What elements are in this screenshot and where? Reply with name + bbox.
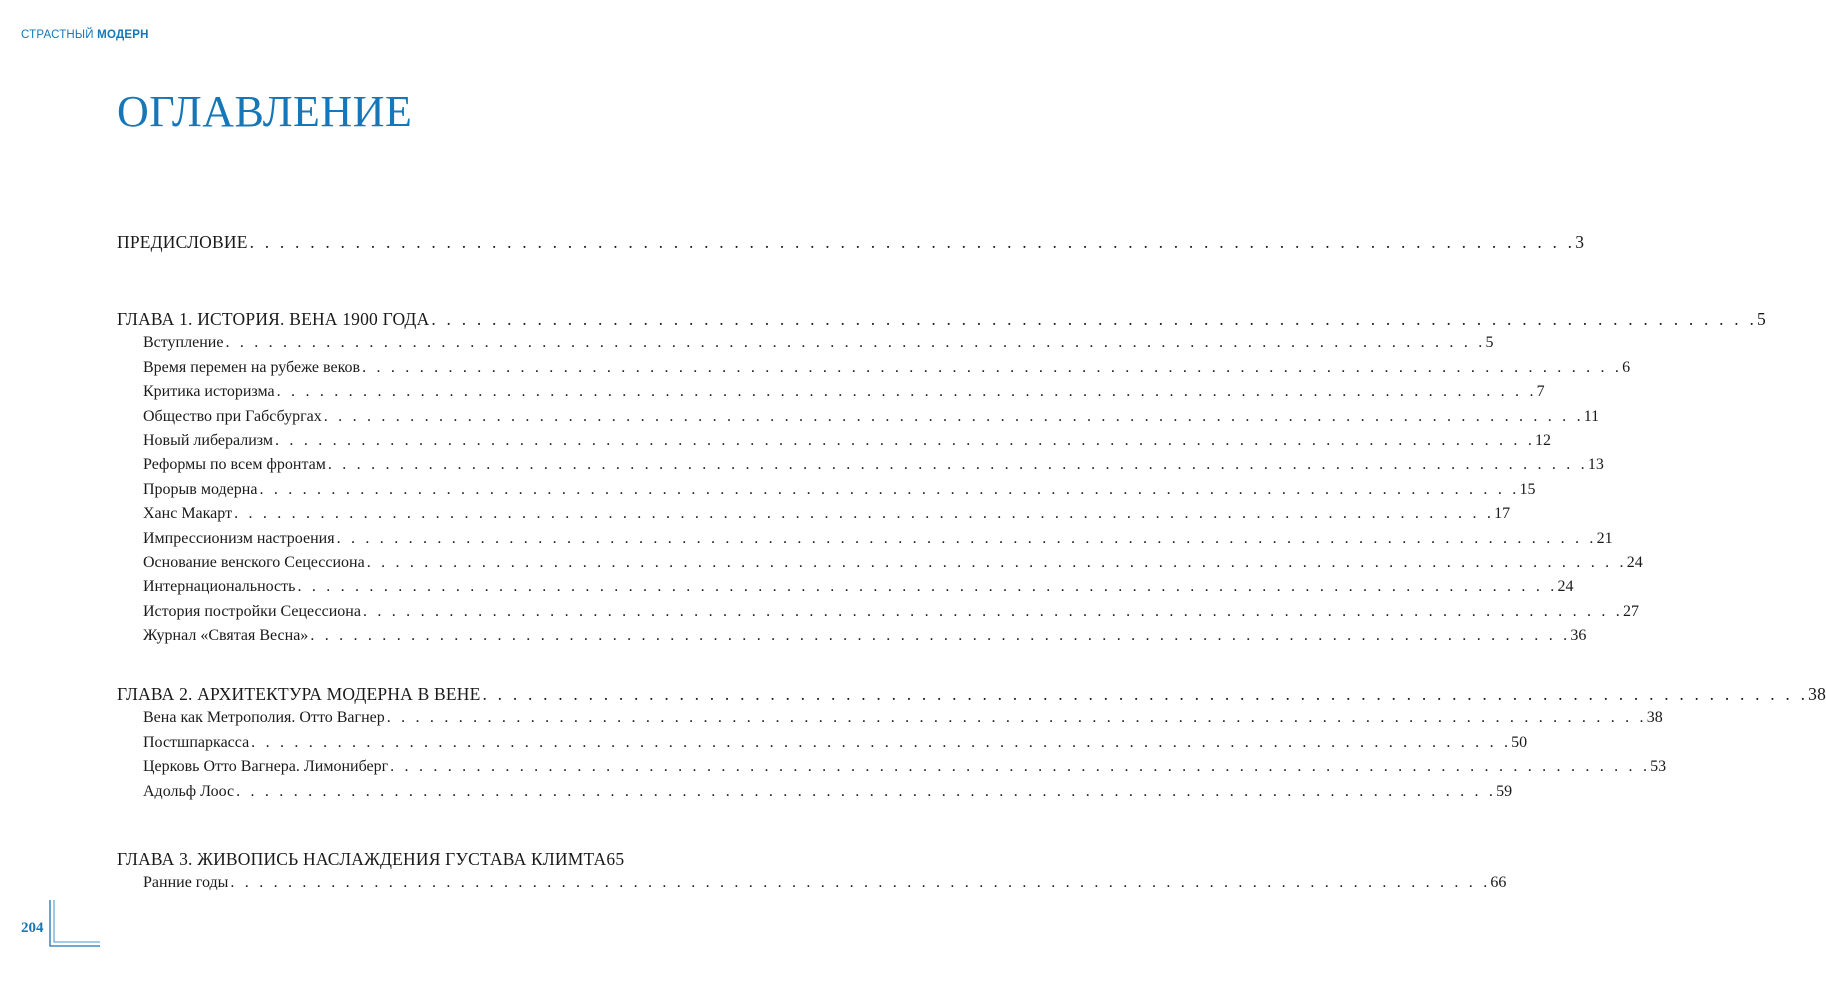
dot-leader: . . . . . . . . . . . . . . . . . . . . . . . . . . . . . . . . . . . . . . . . . . . . . . . . . . . . . . . . . . . . . . . . . . . . . . . . . . . . . . . . . . . . . . . . bbox=[366, 553, 1627, 571]
dot-leader: . . . . . . . . . . . . . . . . . . . . . . . . . . . . . . . . . . . . . . . . . . . . . . . . . . . . . . . . . . . . . . . . . . . . . . . . . . . . . . . . . . . . . . . . bbox=[236, 782, 1497, 800]
toc-entry-label: Критика историзма bbox=[143, 383, 275, 401]
toc-entry-label: Журнал «Святая Весна» bbox=[143, 627, 309, 645]
dot-leader: . . . . . . . . . . . . . . . . . . . . . . . . . . . . . . . . . . . . . . . . . . . . . . . . . . . . . . . . . . . . . . . . . . . . . . . . . . . . . . . . . . . . . . . . bbox=[386, 709, 1647, 727]
toc-entry[interactable] bbox=[117, 502, 1511, 526]
toc-entry-page: 38 bbox=[1646, 709, 1663, 727]
toc-entry-page: 36 bbox=[1570, 627, 1587, 645]
toc-entry[interactable] bbox=[117, 331, 1494, 355]
dot-leader: . . . . . . . . . . . . . . . . . . . . . . . . . . . . . . . . . . . . . . . . . . . . . . . . . . . . . . . . . . . . . . . . . . . . . . . . . . . . . . . . . . . . . . . . bbox=[230, 874, 1491, 892]
dot-leader: . . . . . . . . . . . . . . . . . . . . . . . . . . . . . . . . . . . . . . . . . . . . . . . . . . . . . . . . . . . . . . . . . . . . . . . . . . . . . . . . . . . . . . . . bbox=[234, 505, 1495, 523]
toc-entry-page: 66 bbox=[1490, 874, 1507, 892]
toc-entry[interactable] bbox=[117, 405, 1600, 429]
folio-rule-inner bbox=[54, 900, 100, 942]
toc-entry-label: Ранние годы bbox=[143, 874, 229, 892]
toc-entry-label: Ханс Макарт bbox=[143, 505, 233, 523]
toc-entry[interactable] bbox=[117, 453, 1604, 477]
toc-entry-page: 17 bbox=[1494, 505, 1511, 523]
toc-entry-label: ГЛАВА 2. АРХИТЕКТУРА МОДЕРНА В ВЕНЕ bbox=[117, 684, 481, 704]
toc-entry-label: Адольф Лоос bbox=[143, 782, 235, 800]
toc-entry-page: 24 bbox=[1626, 553, 1643, 571]
toc-entry-label: Прорыв модерна bbox=[143, 480, 258, 498]
toc-entry[interactable] bbox=[117, 780, 1513, 804]
running-head bbox=[21, 29, 149, 41]
dot-leader: . . . . . . . . . . . . . . . . . . . . . . . . . . . . . . . . . . . . . . . . . . . . . . . . . . . . . . . . . . . . . . . . . . . . . . . . . . . . . . . . . . . . . . . . bbox=[362, 358, 1623, 376]
toc-entry-label: Основание венского Сецессиона bbox=[143, 553, 365, 571]
toc-entry-label: Церковь Отто Вагнера. Лимониберг bbox=[143, 758, 389, 776]
folio-rule-outer bbox=[50, 900, 100, 946]
running-head-title: МОДЕРН bbox=[97, 29, 149, 41]
toc-entry-label: История постройки Сецессиона bbox=[143, 602, 361, 620]
dot-leader: . . . . . . . . . . . . . . . . . . . . . . . . . . . . . . . . . . . . . . . . . . . . . . . . . . . . . . . . . . . . . . . . . . . . . . . . . . . . . . . . . . . . . . . . bbox=[259, 480, 1520, 498]
page-title: ОГЛАВЛЕНИЕ bbox=[117, 87, 413, 136]
toc-entry-page: 21 bbox=[1596, 529, 1613, 547]
toc-entry-page: 65 bbox=[606, 849, 625, 869]
toc-entry-page: 12 bbox=[1535, 431, 1552, 449]
dot-leader: . . . . . . . . . . . . . . . . . . . . . . . . . . . . . . . . . . . . . . . . . . . . . . . . . . . . . . . . . . . . . . . . . . . . . . . . . . . . . . . . . . . . . . . . bbox=[362, 602, 1623, 620]
toc-entry[interactable] bbox=[117, 871, 1507, 895]
toc-entry-page: 13 bbox=[1587, 456, 1604, 474]
toc-entry[interactable] bbox=[117, 429, 1552, 453]
toc-preface-block bbox=[117, 230, 1585, 254]
toc-entry-label: ГЛАВА 1. ИСТОРИЯ. ВЕНА 1900 ГОДА bbox=[117, 309, 430, 329]
dot-leader: . . . . . . . . . . . . . . . . . . . . . . . . . . . . . . . . . . . . . . . . . . . . . . . . . . . . . . . . . . . . . . . . . . . . . . . . . . . . . . . . . . . . . . . . bbox=[327, 456, 1588, 474]
dot-leader: . . . . . . . . . . . . . . . . . . . . . . . . . . . . . . . . . . . . . . . . . . . . . . . . . . . . . . . . . . . . . . . . . . . . . . . . . . . . . . . . . . . . . . . . bbox=[323, 407, 1584, 425]
toc-entry[interactable] bbox=[117, 527, 1613, 551]
page-number: 204 bbox=[21, 920, 44, 936]
toc-entry-page: 7 bbox=[1536, 383, 1545, 401]
toc-entry-label: Постшпаркасса bbox=[143, 733, 250, 751]
toc-chapter-heading[interactable] bbox=[117, 682, 1826, 706]
dot-leader: . . . . . . . . . . . . . . . . . . . . . . . . . . . . . . . . . . . . . . . . . . . . . . . . . . . . . . . . . . . . . . . . . . . . . . . . . . . . . . . . . . . . . . . . bbox=[276, 383, 1537, 401]
toc-entry-preface[interactable] bbox=[117, 230, 1585, 254]
toc-entry-page: 53 bbox=[1650, 758, 1667, 776]
toc-entry[interactable] bbox=[117, 600, 1639, 624]
toc-entry[interactable] bbox=[117, 706, 1663, 730]
toc-entry-label: Вена как Метрополия. Отто Вагнер bbox=[143, 709, 385, 727]
toc-entry-page: 6 bbox=[1622, 358, 1631, 376]
toc-entry-label: Вступление bbox=[143, 334, 224, 352]
toc-entry[interactable] bbox=[117, 356, 1631, 380]
toc-entry[interactable] bbox=[117, 731, 1528, 755]
toc-entry[interactable] bbox=[117, 380, 1545, 404]
toc-chapter-1-block bbox=[117, 307, 1766, 648]
toc-chapter-heading[interactable] bbox=[117, 307, 1766, 331]
toc-entry-page: 11 bbox=[1583, 407, 1600, 425]
toc-entry-label: Общество при Габсбургах bbox=[143, 407, 322, 425]
toc-entry-page: 27 bbox=[1622, 602, 1639, 620]
toc-entry-label: Импрессионизм настроения bbox=[143, 529, 335, 547]
toc-entry-page: 38 bbox=[1808, 684, 1826, 704]
dot-leader: . . . . . . . . . . . . . . . . . . . . . . . . . . . . . . . . . . . . . . . . . . . . . . . . . . . . . . . . . . . . . . . . . . . . . . . . . . . . . . . . . . . . . . . . bbox=[275, 431, 1536, 449]
toc-entry-label: Новый либерализм bbox=[143, 431, 274, 449]
toc-entry-page: 15 bbox=[1519, 480, 1536, 498]
toc-entry-page: 5 bbox=[1485, 334, 1494, 352]
toc-entry[interactable] bbox=[117, 624, 1587, 648]
dot-leader: . . . . . . . . . . . . . . . . . . . . . . . . . . . . . . . . . . . . . . . . . . . . . . . . . . . . . . . . . . . . . . . . . . . . . . . . . . . . . . . . . . . . . . . . bbox=[482, 684, 1809, 704]
dot-leader: . . . . . . . . . . . . . . . . . . . . . . . . . . . . . . . . . . . . . . . . . . . . . . . . . . . . . . . . . . . . . . . . . . . . . . . . . . . . . . . . . . . . . . . . bbox=[249, 232, 1576, 252]
toc-chapter-3-block bbox=[117, 847, 1507, 896]
dot-leader: . . . . . . . . . . . . . . . . . . . . . . . . . . . . . . . . . . . . . . . . . . . . . . . . . . . . . . . . . . . . . . . . . . . . . . . . . . . . . . . . . . . . . . . . bbox=[225, 334, 1486, 352]
running-head-series: СТРАСТНЫЙ bbox=[21, 29, 98, 41]
dot-leader: . . . . . . . . . . . . . . . . . . . . . . . . . . . . . . . . . . . . . . . . . . . . . . . . . . . . . . . . . . . . . . . . . . . . . . . . . . . . . . . . . . . . . . . . bbox=[431, 309, 1758, 329]
toc-entry-label: Интернациональность bbox=[143, 578, 296, 596]
dot-leader: . . . . . . . . . . . . . . . . . . . . . . . . . . . . . . . . . . . . . . . . . . . . . . . . . . . . . . . . . . . . . . . . . . . . . . . . . . . . . . . . . . . . . . . . bbox=[297, 578, 1558, 596]
toc-chapter-2-block bbox=[117, 682, 1826, 804]
toc-chapter-heading[interactable] bbox=[117, 847, 692, 871]
toc-entry-page: 24 bbox=[1557, 578, 1574, 596]
dot-leader: . . . . . . . . . . . . . . . . . . . . . . . . . . . . . . . . . . . . . . . . . . . . . . . . . . . . . . . . . . . . . . . . . . . . . . . . . . . . . . . . . . . . . . . . bbox=[310, 627, 1571, 645]
toc-entry[interactable] bbox=[117, 478, 1536, 502]
toc-entry[interactable] bbox=[117, 575, 1574, 599]
toc-entry[interactable] bbox=[117, 551, 1643, 575]
toc-entry-label: ПРЕДИСЛОВИЕ bbox=[117, 232, 248, 252]
dot-leader: . . . . . . . . . . . . . . . . . . . . . . . . . . . . . . . . . . . . . . . . . . . . . . . . . . . . . . . . . . . . . . . . . . . . . . . . . . . . . . . . . . . . . . . . bbox=[251, 733, 1512, 751]
folio-corner-ornament bbox=[44, 900, 100, 952]
toc-entry-label: ГЛАВА 3. ЖИВОПИСЬ НАСЛАЖДЕНИЯ ГУСТАВА КЛИМТА bbox=[117, 849, 607, 869]
toc-entry[interactable] bbox=[117, 755, 1667, 779]
toc-entry-label: Реформы по всем фронтам bbox=[143, 456, 326, 474]
dot-leader: . . . . . . . . . . . . . . . . . . . . . . . . . . . . . . . . . . . . . . . . . . . . . . . . . . . . . . . . . . . . . . . . . . . . . . . . . . . . . . . . . . . . . . . . bbox=[336, 529, 1597, 547]
toc-entry-page: 5 bbox=[1757, 309, 1766, 329]
toc-entry-page: 50 bbox=[1511, 733, 1528, 751]
toc-entry-page: 59 bbox=[1496, 782, 1513, 800]
dot-leader: . . . . . . . . . . . . . . . . . . . . . . . . . . . . . . . . . . . . . . . . . . . . . . . . . . . . . . . . . . . . . . . . . . . . . . . . . . . . . . . . . . . . . . . . bbox=[390, 758, 1651, 776]
toc-entry-page: 3 bbox=[1575, 232, 1585, 252]
toc-entry-label: Время перемен на рубеже веков bbox=[143, 358, 361, 376]
